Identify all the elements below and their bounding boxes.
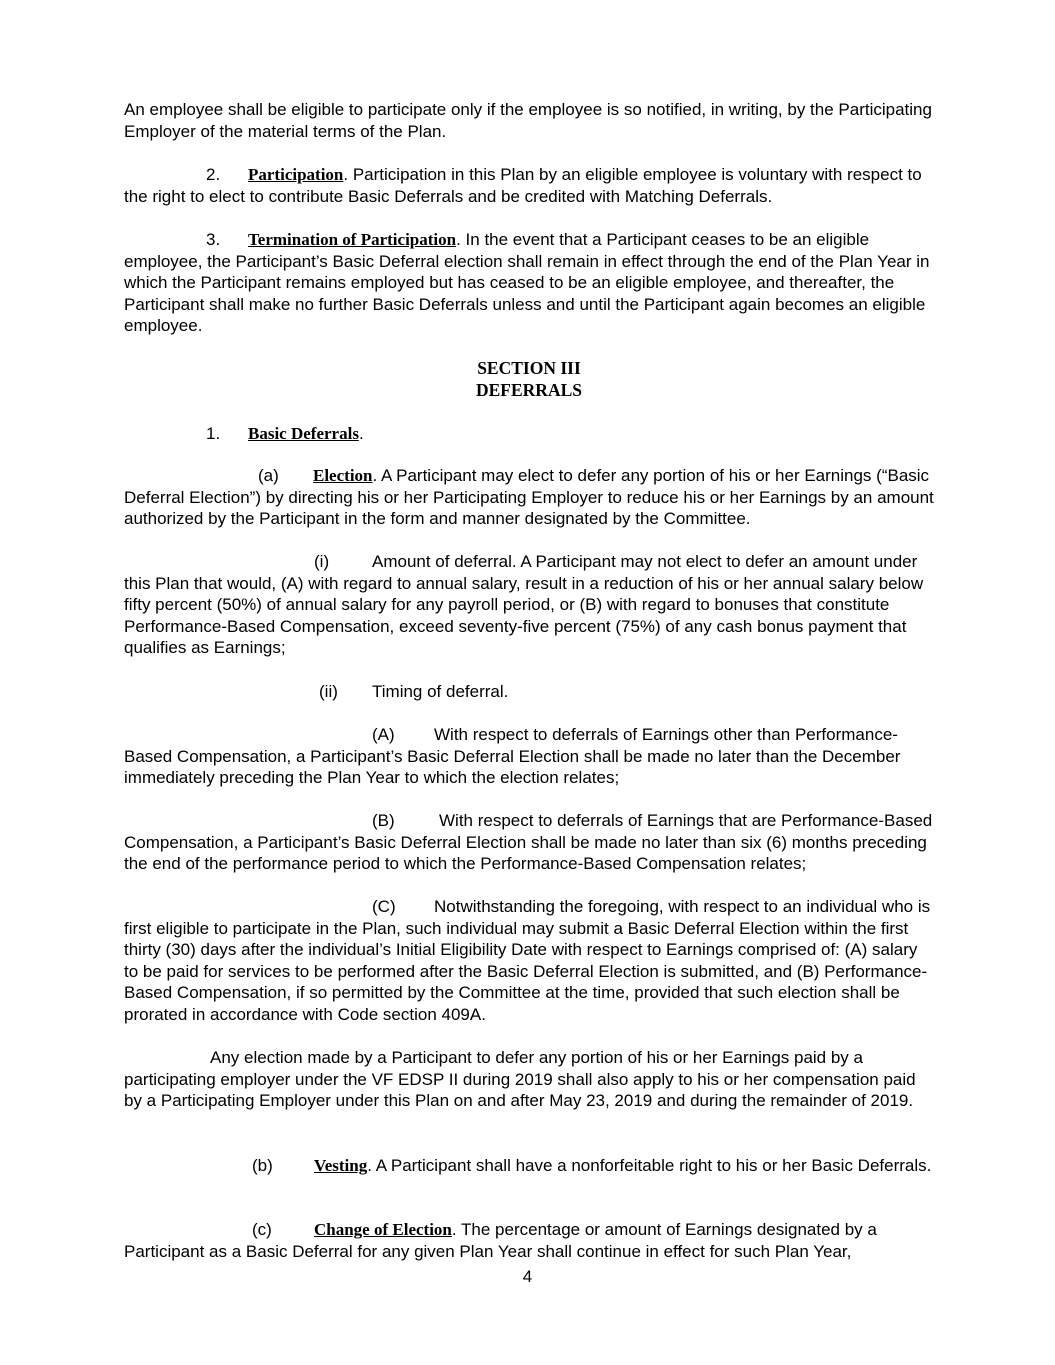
basic-deferrals-period: .: [358, 424, 364, 443]
clause-a-label: (A): [372, 725, 395, 744]
clause-b-text: With respect to deferrals of Earnings that are Performance-Based Compensation, a Participant’s Basic Deferral Election shall be made no later than six (6) months preceding the end of the performance period to which the Performance-Based Compensation relates;: [124, 811, 933, 874]
basic-deferrals-heading-line: [124, 423, 934, 445]
termination-paragraph: [124, 229, 934, 337]
clause-c-text: Notwithstanding the foregoing, with respect to an individual who is first eligible to participate in the Plan, such individual may submit a Basic Deferral Election within the first thirty (30) days after the individual’s Initial Eligibility Date with respect to Earnings comprised of: (A) salary to be paid for services to be performed after the Basic Deferral Election is submitted, and (B) Performance-Based Compensation, if so permitted by the Committee at the time, provided that such election shall be prorated in accordance with Code section 409A.: [124, 897, 931, 1024]
election-label: (a): [258, 466, 279, 485]
election-heading: Election: [313, 466, 373, 485]
clause-a-text: With respect to deferrals of Earnings other than Performance-Based Compensation, a Participant’s Basic Deferral Election shall be made no later than the December immediately preceding the Plan Year to which the election relates;: [124, 725, 901, 788]
election-paragraph: [124, 465, 934, 530]
clause-a-paragraph: [124, 724, 934, 789]
intro-paragraph: An employee shall be eligible to participate only if the employee is so notified, in writing, by the Participating Employer of the material terms of the Plan.: [124, 100, 932, 141]
amount-label: (i): [314, 552, 330, 571]
clause-c-label: (C): [372, 897, 396, 916]
section-title: DEFERRALS: [476, 379, 582, 400]
basic-deferrals-heading: Basic Deferrals: [248, 424, 359, 443]
change-of-election-label: (c): [252, 1220, 272, 1239]
vesting-label: (b): [252, 1156, 273, 1175]
any-election-text: Any election made by a Participant to defer any portion of his or her Earnings paid by a participating employer under the VF EDSP II during 2019 shall also apply to his or her compensation paid by a Participating Employer under this Plan on and after May 23, 2019 and during the remainder of 2019.: [124, 1048, 916, 1111]
any-election-paragraph: [124, 1047, 934, 1112]
timing-of-deferral-paragraph: [124, 681, 934, 703]
timing-text: Timing of deferral.: [372, 682, 509, 701]
section-number: SECTION III: [477, 358, 581, 378]
amount-of-deferral-paragraph: [124, 551, 934, 659]
vesting-heading: Vesting: [314, 1156, 368, 1175]
change-of-election-heading: Change of Election: [314, 1220, 452, 1239]
change-of-election-text: . The percentage or amount of Earnings designated by a Participant as a Basic Deferral for any given Plan Year shall continue in effect for such Plan Year,: [124, 1220, 877, 1261]
section-heading: [124, 358, 934, 401]
election-text: . A Participant may elect to defer any portion of his or her Earnings (“Basic Deferral Election”) by directing his or her Participating Employer to reduce his or her Earnings by an amount authorized by the Participant in the form and manner designated by the Committee.: [124, 466, 934, 529]
clause-c-paragraph: [124, 896, 934, 1026]
timing-label: (ii): [319, 682, 338, 701]
amount-text: Amount of deferral. A Participant may not elect to defer an amount under this Plan that would, (A) with regard to annual salary, result in a reduction of his or her annual salary below fifty percent (50%) of annual salary for any payroll period, or (B) with regard to bonuses that constitute Performance-Based Compensation, exceed seventy-five percent (75%) of any cash bonus payment that qualifies as Earnings;: [124, 552, 924, 658]
change-of-election-paragraph: [124, 1219, 934, 1262]
basic-deferrals-number: 1.: [206, 424, 221, 443]
participation-paragraph: [124, 164, 934, 207]
termination-text: . In the event that a Participant ceases to be an eligible employee, the Participant’s Basic Deferral election shall remain in effect through the end of the Plan Year in which the Participant remains employed but has ceased to be an eligible employee, and thereafter, the Participant shall make no further Basic Deferrals unless and until the Participant again becomes an eligible employee.: [124, 230, 930, 336]
participation-heading: Participation: [248, 165, 344, 184]
termination-heading: Termination of Participation: [248, 230, 457, 249]
clause-b-paragraph: [124, 810, 934, 875]
page-number: 4: [522, 1267, 533, 1286]
vesting-paragraph: [124, 1155, 934, 1177]
clause-b-label: (B): [372, 811, 395, 830]
participation-text: . Participation in this Plan by an eligible employee is voluntary with respect to the right to elect to contribute Basic Deferrals and be credited with Matching Deferrals.: [124, 165, 922, 206]
termination-number: 3.: [206, 230, 221, 249]
vesting-text: . A Participant shall have a nonforfeitable right to his or her Basic Deferrals.: [367, 1156, 932, 1175]
participation-number: 2.: [206, 165, 221, 184]
